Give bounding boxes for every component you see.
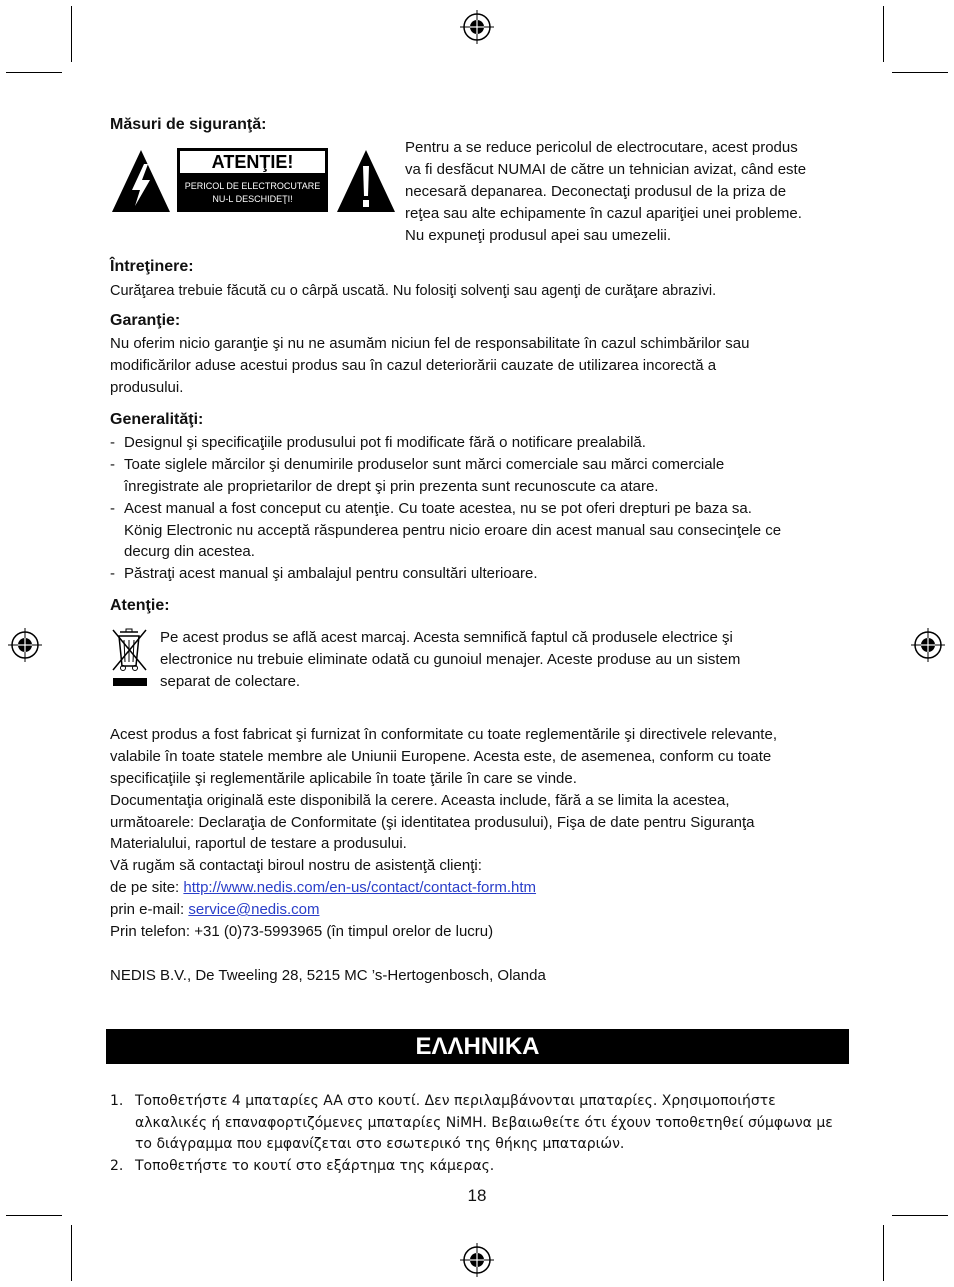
list-item-text: Τοποθετήστε 4 μπαταρίες AA στο κουτί. Δεν περιλαμβάνονται μπαταρίες. Χρησιμοποιήστε [135, 1093, 776, 1109]
text-line: Documentaţia originală este disponibilă la cerere. Aceasta include, fără a se limita la acestea, [110, 792, 730, 809]
registration-mark-icon [460, 1243, 494, 1277]
text-line: reţea sau alte echipamente în cazul apariţiei unei probleme. [405, 205, 802, 222]
maintenance-text: Curăţarea trebuie făcută cu o cârpă uscată. Nu folosiţi solvenţi sau agenţi de curăţare abrazivi. [110, 283, 717, 299]
text-line: Materialului, raportul de testare a produsului. [110, 835, 407, 852]
text-line: va fi desfăcut NUMAI de către un tehnician avizat, când este [405, 161, 807, 178]
list-item-text: Τοποθετήστε το κουτί στο εξάρτημα της κάμερας. [135, 1158, 495, 1174]
list-item-text: Păstraţi acest manual şi ambalajul pentru consultări ulterioare. [124, 565, 538, 582]
crop-mark [883, 6, 884, 62]
crop-mark [71, 6, 72, 62]
crop-mark [71, 1225, 72, 1281]
list-item-text: αλκαλικές ή επαναφορτιζόμενες μπαταρίες NiMH. Βεβαιωθείτε ότι έχουν τοποθετηθεί σύμφωνα με [135, 1115, 833, 1131]
list-item-text: decurg din acestea. [124, 543, 255, 560]
text-line: valabile în toate statele membre ale Uniunii Europene. Acesta este, de asemenea, conform cu toate [110, 748, 772, 765]
crop-mark [6, 72, 62, 73]
exclamation-hazard-icon [335, 148, 397, 214]
crop-mark [892, 72, 948, 73]
text-line: Nu expuneţi produsul apei sau umezelii. [405, 227, 671, 244]
registration-mark-icon [460, 10, 494, 44]
registration-mark-icon [8, 628, 42, 662]
email-line [110, 899, 319, 921]
registration-mark-icon [911, 628, 945, 662]
list-item-text: Designul şi specificaţiile produsului pot fi modificate fără o notificare prealabilă. [124, 434, 646, 451]
list-item-text: Toate siglele mărcilor şi denumirile produselor sunt mărci comerciale sau mărci comerciale [124, 456, 725, 473]
website-link[interactable]: http://www.nedis.com/en-us/contact/contact-form.htm [183, 879, 537, 896]
attention-text [160, 627, 740, 693]
text-line: Vă rugăm să contactaţi biroul nostru de asistenţă clienţi: [110, 857, 482, 874]
warning-sign-line: PERICOL DE ELECTROCUTARE [184, 181, 321, 191]
website-line [110, 877, 536, 899]
text-line: modificărilor aduse acestui produs sau în cazul deteriorării cauzate de utilizarea incorectă a [110, 357, 717, 374]
warranty-heading: Garanţie: [110, 312, 181, 329]
text-line: următoarele: Declaraţia de Conformitate (şi identitatea produsului), Fişa de date pentru Siguranţa [110, 814, 755, 831]
warning-sign-line: NU-L DESCHIDEŢI! [212, 194, 293, 204]
list-item-text: König Electronic nu acceptă răspunderea pentru nicio eroare din acest manual sau consecinţele ce [124, 522, 782, 539]
safety-heading: Măsuri de siguranţă: [110, 116, 267, 133]
text-line: specificaţiile şi reglementările aplicabile în toate ţările în care se vinde. [110, 770, 577, 787]
text-line: Pentru a se reduce pericolul de electrocutare, acest produs [405, 139, 798, 156]
list-item-number: 1. [110, 1093, 124, 1109]
list-item: - Designul şi specificaţiile produsului pot fi modificate fără o notificare prealabilă. [110, 434, 646, 451]
list-item: - Acest manual a fost conceput cu atenţie. Cu toate acestea, nu se pot oferi drepturi pe baza sa. [110, 500, 752, 517]
website-label: de pe site: [110, 879, 184, 896]
safety-text [405, 137, 806, 247]
crop-mark [6, 1215, 62, 1216]
list-item-text: înregistrate ale proprietarilor de drept şi prin prezenta sunt recunoscute ca atare. [124, 478, 659, 495]
email-link[interactable]: service@nedis.com [188, 901, 320, 918]
list-item: - Toate siglele mărcilor şi denumirile produselor sunt mărci comerciale sau mărci comerciale [110, 456, 725, 473]
general-heading: Generalităţi: [110, 411, 204, 428]
electric-hazard-icon [110, 148, 172, 214]
warning-sign-title: ATENŢIE! [180, 151, 325, 173]
company-address: NEDIS B.V., De Tweeling 28, 5215 MC ’s-Hertogenbosch, Olanda [110, 967, 546, 984]
attention-heading: Atenţie: [110, 597, 170, 614]
text-line: separat de colectare. [160, 673, 301, 690]
text-line: electronice nu trebuie eliminate odată cu gunoiul menajer. Aceste produse au un sistem [160, 651, 741, 668]
text-line: Pe acest produs se află acest marcaj. Acesta semnifică faptul că produsele electrice şi [160, 629, 733, 646]
text-line: Nu oferim nicio garanţie şi nu ne asumăm niciun fel de responsabilitate în cazul schimbărilor sau [110, 335, 750, 352]
email-label: prin e-mail: [110, 901, 189, 918]
crop-mark [892, 1215, 948, 1216]
text-line: Acest produs a fost fabricat şi furnizat în conformitate cu toate reglementările şi directivele relevante, [110, 726, 777, 743]
text-line: necesară depanarea. Deconectaţi produsul de la priza de [405, 183, 787, 200]
list-item-number: 2. [110, 1158, 124, 1174]
phone-line: Prin telefon: +31 (0)73-5993965 (în timpul orelor de lucru) [110, 923, 494, 940]
page-number: 18 [467, 1186, 487, 1205]
list-item-text: Acest manual a fost conceput cu atenţie. Cu toate acestea, nu se pot oferi drepturi pe baza sa. [124, 500, 752, 517]
language-banner: ΕΛΛΗΝΙΚΑ [106, 1029, 849, 1064]
maintenance-heading: Întreţinere: [110, 258, 194, 275]
text-line: produsului. [110, 379, 184, 396]
list-item: - Păstraţi acest manual şi ambalajul pentru consultări ulterioare. [110, 565, 538, 582]
crop-mark [883, 1225, 884, 1281]
list-item-text: το διάγραμμα που εμφανίζεται στο εσωτερικό της θήκης μπαταριών. [135, 1136, 625, 1152]
weee-bin-icon [110, 628, 150, 690]
warning-sign [177, 148, 328, 212]
